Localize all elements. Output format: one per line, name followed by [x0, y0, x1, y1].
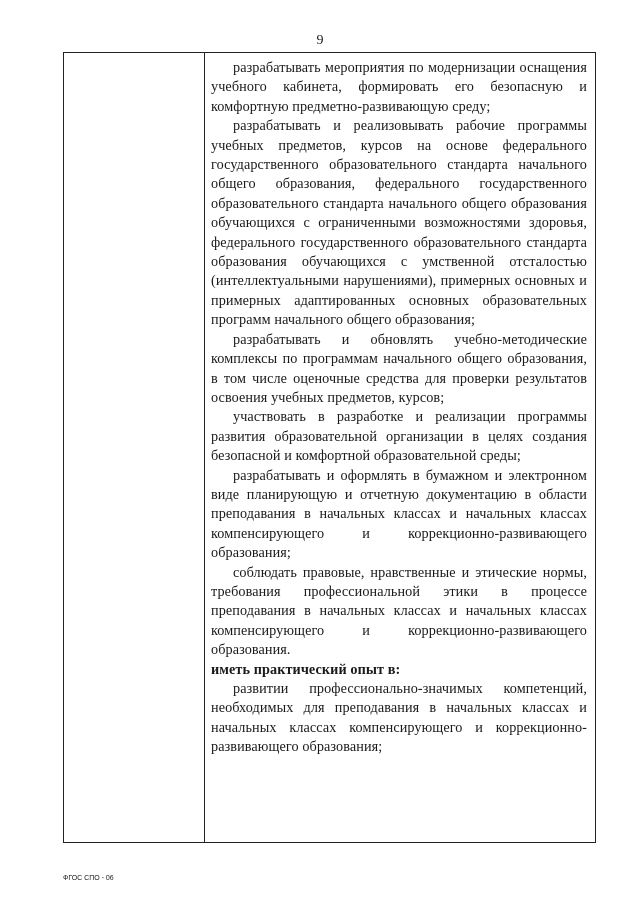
column-divider [204, 53, 205, 842]
left-cell [64, 53, 204, 842]
page-number: 9 [316, 33, 324, 48]
skill-paragraph-3: разрабатывать и обновлять учебно-методические комплексы по программам начального общего образования, в том числе оценочные средства для проверки результатов освоения учебных предметов, курсов; [211, 331, 587, 406]
skill-paragraph-6: соблюдать правовые, нравственные и этические нормы, требования профессиональной этики в процессе преподавания в начальных классах и начальных классах компенсирующего и коррекционно-развивающего образования. [211, 564, 587, 659]
skill-paragraph-5: разрабатывать и оформлять в бумажном и электронном виде планирующую и отчетную документацию в области преподавания в начальных классах и начальных классах компенсирующего и коррекционно-развивающего образования; [211, 467, 587, 562]
right-cell [211, 59, 587, 758]
document-code-footer: ФГОС СПО - 06 [63, 875, 114, 882]
skill-paragraph-4: участвовать в разработке и реализации программы развития образовательной организации в целях создания безопасной и комфортной образовательной среды; [211, 409, 587, 465]
skill-paragraph-1: разрабатывать мероприятия по модернизации оснащения учебного кабинета, формировать его безопасную и комфортную предметно-развивающую среду; [211, 60, 587, 115]
skill-paragraph-2: разрабатывать и реализовывать рабочие программы учебных предметов, курсов на основе федерального государственного образовательного стандарта начального общего образования, федерального государственного образовательного стандарта начального общего образования обучающихся с ограниченными возможностями здоровья, федерального государственного образовательного стандарта образования обучающихся с умственной отсталостью (интеллектуальными нарушениями), примерных основных и примерных адаптированных основных образовательных программ начального общего образования; [211, 118, 587, 329]
practical-experience-heading: иметь практический опыт в: [211, 661, 401, 678]
competency-table [63, 52, 596, 843]
practical-paragraph-1: развитии профессионально-значимых компетенций, необходимых для преподавания в начальных классах и начальных классах компенсирующего и коррекционно-развивающего образования; [211, 681, 587, 756]
